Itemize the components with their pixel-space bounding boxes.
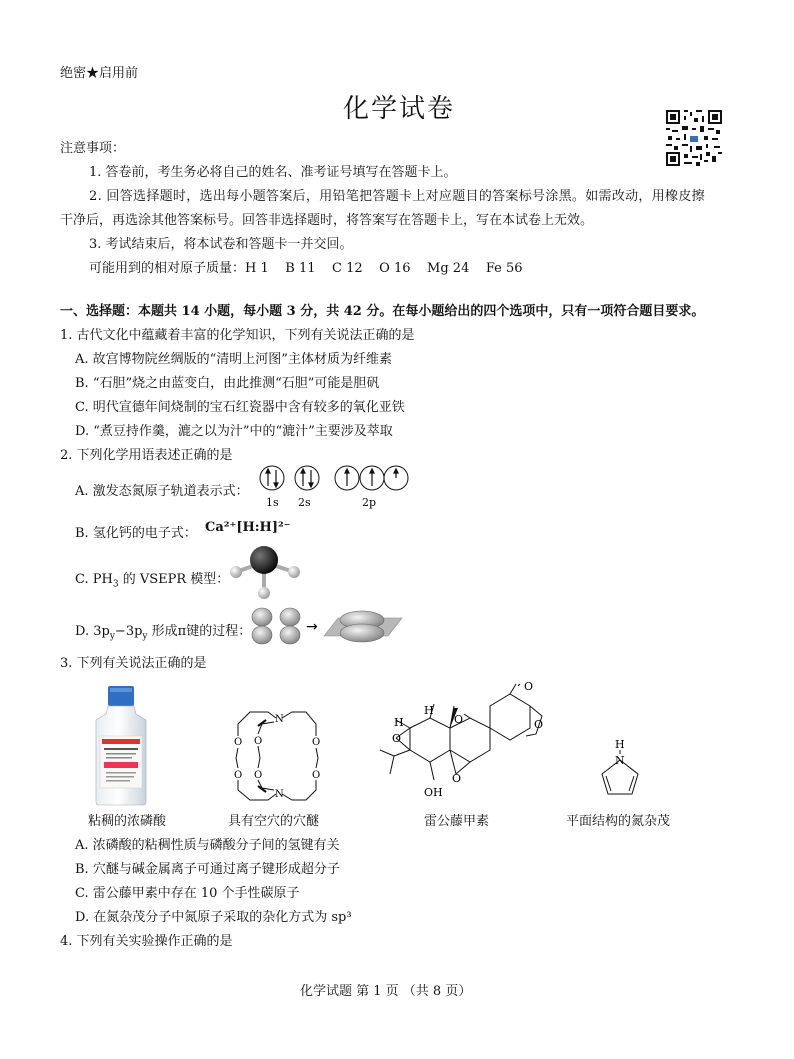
notice-item-2-cont: 干净后，再选涂其他答案标号。回答非选择题时，将答案写在答题卡上，写在本试卷上无效。: [60, 213, 594, 228]
q1-stem: 1. 古代文化中蕴藏着丰富的化学知识，下列有关说法正确的是: [60, 328, 415, 343]
pyrrole-n: N: [615, 754, 625, 767]
q3-option-a: A. 浓磷酸的粘稠性质与磷酸分子间的氢键有关: [75, 838, 340, 853]
q3-option-b: B. 穴醚与碱金属离子可通过离子键形成超分子: [75, 862, 340, 877]
caption-pyrrole: 平面结构的氮杂茂: [566, 814, 671, 829]
triptolide-oh: OH: [424, 786, 443, 799]
q2-stem: 2. 下列化学用语表述正确的是: [60, 448, 233, 463]
q4-stem: 4. 下列有关实验操作正确的是: [60, 934, 233, 949]
orbital-label-2s: 2s: [298, 496, 311, 509]
cryptand-structure: [218, 706, 328, 806]
triptolide-o: O: [452, 772, 462, 785]
page-footer: 化学试题 第 1 页 （共 8 页）: [300, 984, 472, 999]
reaction-arrow: →: [306, 619, 318, 635]
notice-heading: 注意事项：: [60, 141, 126, 156]
q1-option-b: B. “石胆”烧之由蓝变白，由此推测“石胆”可能是胆矾: [75, 376, 380, 391]
triptolide-o: O: [392, 732, 402, 745]
orbital-diagram: [258, 464, 408, 514]
q1-option-a: A. 故宫博物院丝绸版的“清明上河图”主体材质为纤维素: [75, 352, 392, 367]
pyrrole-structure: [594, 738, 646, 802]
triptolide-o: O: [524, 680, 534, 693]
q2-option-c: C. $PH_3$ 的 VSEPR 模型：: [75, 572, 230, 590]
phosphoric-acid-bottle-image: [88, 686, 154, 806]
cryptand-o: O: [234, 770, 243, 781]
q3-option-c: C. 雷公藤甲素中存在 10 个手性碳原子: [75, 886, 300, 901]
cryptand-n-top: N: [275, 714, 284, 725]
q3-stem: 3. 下列有关说法正确的是: [60, 656, 207, 671]
triptolide-o: O: [454, 713, 464, 726]
q3-option-d: D. 在氮杂茂分子中氮原子采取的杂化方式为 sp³: [75, 910, 352, 925]
pi-bond-diagram: [244, 606, 404, 646]
section-heading: 一、选择题：本题共 14 小题，每小题 3 分，共 42 分。在每小题给出的四个选项中，只有一项符合题目要求。: [60, 304, 705, 319]
cryptand-o: O: [254, 736, 263, 747]
caption-cryptand: 具有空穴的穴醚: [228, 814, 320, 829]
caption-triptolide: 雷公藤甲素: [424, 814, 490, 829]
orbital-label-1s: 1s: [266, 496, 279, 509]
notice-item-2: 2. 回答选择题时，选出每小题答案后，用铅笔把答题卡上对应题目的答案标号涂黑。如需改动，用橡皮擦: [89, 189, 705, 204]
qr-code-icon: [666, 110, 722, 166]
q2-option-d: D. $3p_y-3p_y$ 形成π键的过程：: [75, 624, 252, 642]
triptolide-h: H: [424, 704, 434, 717]
cryptand-o: O: [254, 770, 263, 781]
triptolide-o: O: [534, 718, 544, 731]
cryptand-o: O: [312, 770, 321, 781]
cryptand-o: O: [312, 737, 321, 748]
secrecy-label: 绝密★启用前: [60, 66, 139, 81]
atomic-mass-line: 可能用到的相对原子质量：H 1 B 11 C 12 O 16 Mg 24 Fe 56: [89, 261, 523, 276]
triptolide-h: H: [394, 716, 404, 729]
q2-option-a: A. 激发态氮原子轨道表示式：: [75, 484, 249, 499]
calcium-hydride-formula: Ca²⁺[H:H]²⁻: [205, 520, 291, 535]
orbital-label-2p: 2p: [362, 496, 377, 509]
page-title: 化学试卷: [343, 94, 456, 124]
triptolide-structure: [368, 678, 548, 806]
vsepr-model: [222, 540, 308, 604]
notice-item-1: 1. 答卷前，考生务必将自己的姓名、准考证号填写在答题卡上。: [89, 165, 457, 180]
cryptand-o: O: [234, 737, 243, 748]
q1-option-d: D. “煮豆持作羹，漉之以为汁”中的“漉汁”主要涉及萃取: [75, 424, 393, 439]
q2-option-b: B. 氢化钙的电子式：: [75, 526, 197, 541]
pyrrole-h: H: [615, 738, 625, 751]
notice-item-3: 3. 考试结束后，将本试卷和答题卡一并交回。: [89, 237, 353, 252]
q1-option-c: C. 明代宣德年间烧制的宝石红瓷器中含有较多的氧化亚铁: [75, 400, 405, 415]
cryptand-n-bottom: N: [275, 789, 284, 800]
caption-phosphoric-acid: 粘稠的浓磷酸: [88, 814, 167, 829]
